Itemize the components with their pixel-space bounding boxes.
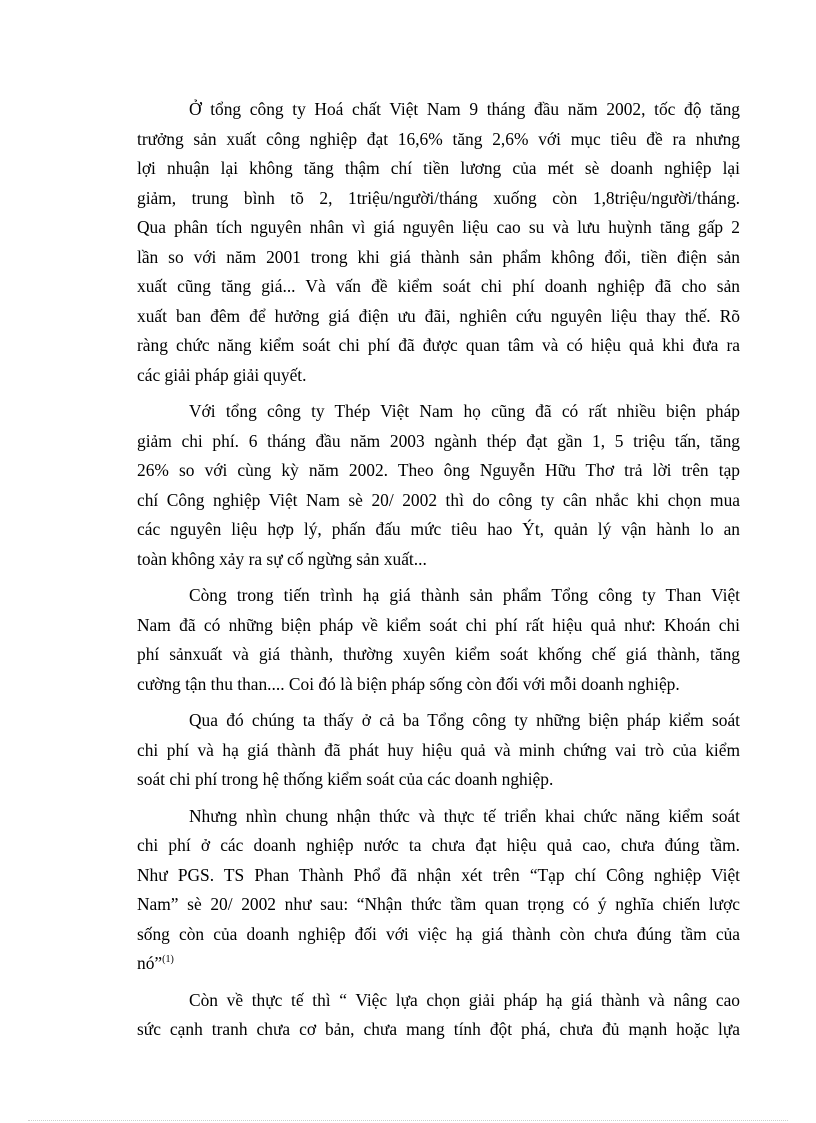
- text-line: sống còn của doanh nghiệp đối với việc hạ giá thành còn chưa đúng tầm của: [137, 923, 740, 944]
- text-line: Với tổng công ty Thép Việt Nam họ cũng đã có rất nhiều biện pháp: [189, 401, 740, 421]
- paragraph-summary: [137, 706, 740, 795]
- text-line: Qua đó chúng ta thấy ở cả ba Tổng công ty những biện pháp kiểm soát: [189, 710, 740, 730]
- text-line: sức cạnh tranh chưa cơ bản, chưa mang tính đột phá, chưa đủ mạnh hoặc lựa: [137, 1019, 740, 1039]
- text-line: Còn về thực tế thì “ Việc lựa chọn giải pháp hạ giá thành và nâng cao: [189, 989, 740, 1010]
- footnote-reference: (1): [162, 954, 174, 965]
- text-line: toàn không xảy ra sự cố ngừng sản xuất...: [137, 548, 427, 569]
- text-line: chi phí và hạ giá thành đã phát huy hiệu quả và minh chứng vai trò của kiểm: [137, 739, 740, 760]
- text-fragment: nó”: [137, 953, 163, 973]
- text-line: Qua phân tích nguyên nhân vì giá nguyên liệu cao su và lưu huỳnh tăng gấp 2: [137, 217, 740, 237]
- text-line: giảm chi phí. 6 tháng đầu năm 2003 ngành thép đạt gần 1, 5 triệu tấn, tăng: [137, 430, 740, 451]
- paragraph-steel-corp: [137, 397, 740, 574]
- text-line: 26% so với cùng kỳ năm 2002. Theo ông Nguyễn Hữu Thơ trả lời trên tạp: [137, 460, 740, 480]
- text-line: chi phí ở các doanh nghiệp nước ta chưa đạt hiệu quả cao, chưa đúng tầm.: [137, 835, 740, 855]
- text-line: lợi nhuận lại không tăng thậm chí tiền lương của mét sè doanh nghiệp lại: [137, 158, 740, 178]
- text-line: trưởng sản xuất công nghiệp đạt 16,6% tăng 2,6% với mục tiêu đề ra nhưng: [137, 128, 740, 149]
- text-line: soát chi phí trong hệ thống kiểm soát của các doanh nghiệp.: [137, 769, 554, 789]
- text-line: Nhưng nhìn chung nhận thức và thực tế triển khai chức năng kiểm soát: [189, 805, 740, 826]
- text-line: lần so với năm 2001 trong khi giá thành sản phẩm không đổi, tiền điện sản: [137, 246, 740, 267]
- text-line: xuất cũng tăng giá... Và vấn đề kiểm soát chi phí doanh nghiệp đã cho sản: [137, 276, 740, 296]
- text-line: cường tận thu than.... Coi đó là biện pháp sống còn đối với mỗi doanh nghiệp.: [137, 673, 680, 694]
- page-bottom-divider: [28, 1120, 788, 1121]
- text-line: chí Công nghiệp Việt Nam sè 20/ 2002 thì do công ty cân nhắc khi chọn mua: [137, 489, 740, 510]
- text-line: giảm, trung bình tõ 2, 1triệu/người/tháng xuống còn 1,8triệu/người/tháng.: [137, 187, 740, 208]
- paragraph-reality: [137, 986, 740, 1045]
- text-line: ràng chức năng kiểm soát chi phí đã được quan tâm và có hiệu quả khi đưa ra: [137, 335, 740, 355]
- paragraph-coal-corp: [137, 581, 740, 699]
- text-line: Còng trong tiến trình hạ giá thành sản phẩm Tổng công ty Than Việt: [189, 585, 740, 605]
- text-line: Như PGS. TS Phan Thành Phổ đã nhận xét trên “Tạp chí Công nghiệp Việt: [137, 864, 740, 885]
- paragraph-assessment: [137, 802, 740, 979]
- text-line: các giải pháp giải quyết.: [137, 364, 307, 385]
- text-line-with-footnote: [137, 949, 740, 979]
- paragraph-chemical-corp: [137, 95, 740, 390]
- text-line: phí sảnxuất và giá thành, thường xuyên kiểm soát khống chế giá thành, tăng: [137, 644, 740, 664]
- text-line: các nguyên liệu hợp lý, phấn đấu mức tiêu hao Ýt, quản lý vận hành lo an: [137, 519, 740, 539]
- text-line: Nam đã có những biện pháp về kiểm soát chi phí rất hiệu quả như: Khoán chi: [137, 614, 740, 635]
- document-body: [137, 95, 740, 1052]
- text-line: xuất ban đêm để hưởng giá điện ưu đãi, nghiên cứu nguyên liệu thay thế. Rõ: [137, 305, 740, 326]
- text-line: Nam” sè 20/ 2002 như sau: “Nhận thức tầm quan trọng có ý nghĩa chiến lược: [137, 894, 740, 914]
- text-line: Ở tổng công ty Hoá chất Việt Nam 9 tháng đầu năm 2002, tốc độ tăng: [189, 99, 740, 119]
